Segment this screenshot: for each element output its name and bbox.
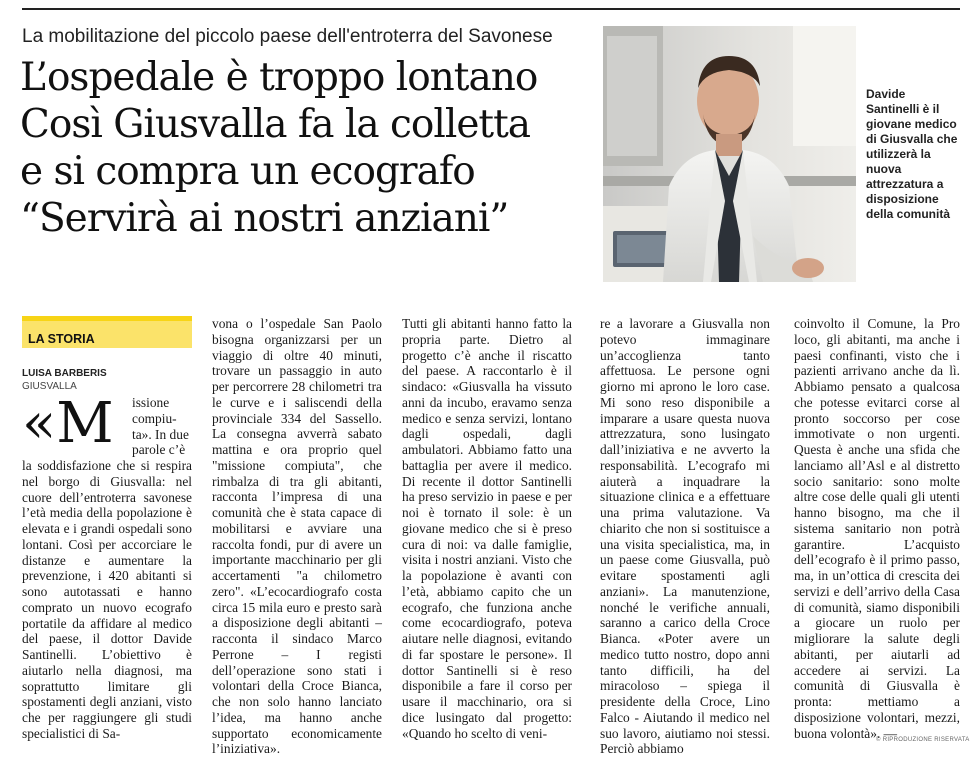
headline-line-1: L’ospedale è troppo lontano xyxy=(20,55,538,100)
section-tag-label: LA STORIA xyxy=(28,332,95,346)
lead-line: parole c’è xyxy=(132,442,186,458)
lead-line: issione xyxy=(132,395,170,410)
lead-lines xyxy=(132,395,192,458)
doctor-photo xyxy=(603,26,856,282)
headline-line-3: e si compra un ecografo xyxy=(20,149,475,194)
headline-line-2: Così Giusvalla fa la colletta xyxy=(20,102,530,147)
section-tag xyxy=(22,316,192,352)
article-column-5: coinvolto il Comune, la Pro loco, gli abitanti, ma anche i paesi confinanti, visto che i pazienti arrivano anche da lì. Abbiamo pensato a qualcosa che potesse evitarci corse al pronto soccorso per cose immotivate o non urgenti. Questa è anche una sfida che lanciamo all’Asl e al distretto socio sanitario: sono molte altre cose delle quali gli utenti hanno bisogno, ma che il sistema sanitario non potrà garantire. L’acquisto dell’ecografo è il primo passo, ma, in un’ottica di crescita dei servizi e dell’arrivo della Casa di comunità, siamo disponibili a giocare un ruolo per migliorare la salute degli abitanti, per aiutarli ad accedere ai servizi. La comunità di Giusvalla è pronta: mettiamo a disposizione volontari, mezzi, buona volontà». — xyxy=(794,316,960,741)
kicker: La mobilitazione del piccolo paese dell'entroterra del Savonese xyxy=(22,26,553,47)
lead-line: compiu- xyxy=(132,410,177,426)
article-column-3: Tutti gli abitanti hanno fatto la propria parte. Dietro al progetto c’è anche il riscatto del paese. A raccontarlo è il sindaco: «Giusvalla ha vissuto anni da incubo, eravamo senza medico e senza servizi, lontano dagli ospedali, dagli ambulatori. Abbiamo fatto una battaglia per avere il medico. Di recente il dottor Santinelli ha preso servizio in paese e per noi è tornato il sole: è un giovane medico che si è preso cura di noi: va dalle famiglie, visita i nostri anziani. Visto che la popolazione è avanti con l’età, abbiamo capito che un ecografo, che funziona anche come ecocardiografo, poteva aiutare nelle diagnosi, evitando di far spostare le persone». Il dottor Santinelli si è reso disponibile a fare il corso per usare il macchinario, ora si dice lusingato dal progetto: «Quando ho scelto di veni- xyxy=(402,316,572,741)
article-column-2: vona o l’ospedale San Paolo bisogna organizzarsi per un viaggio di oltre 40 minuti, trovare un passaggio in auto per percorrere 28 chilometri tra le curve e i saliscendi della provinciale 334 del Sassello. La consegna avverrà sabato mattina e ora proprio quel "missione compiuta", che rimbalza di tra gli abitanti, racconta l’impresa di una comunità che è stata capace di mobilitarsi e avviare una raccolta fondi, pur di avere un importante macchinario per gli accertamenti "a chilometro zero". «L’ecocardiografo costa circa 15 mila euro e presto sarà a disposizione degli abitanti – racconta il sindaco Marco Perrone – I registi dell’operazione sono stati i volontari della Croce Bianca, che non solo hanno lanciato l’idea, ma hanno anche supportato economicamente l’iniziativa». xyxy=(212,316,382,757)
byline: LUISA BARBERIS xyxy=(22,368,107,379)
headline xyxy=(20,54,600,242)
lead-line: ta». In due xyxy=(132,426,189,442)
copyright-notice: © RIPRODUZIONE RISERVATA xyxy=(876,737,970,743)
headline-line-4: “Servirà ai nostri anziani” xyxy=(20,196,509,241)
dateline: GIUSVALLA xyxy=(22,381,77,392)
drop-cap: «M xyxy=(22,391,114,456)
doctor-photo-illustration xyxy=(603,26,856,282)
top-rule xyxy=(22,8,960,10)
photo-caption: Davide Santinelli è il giovane medico di Giusvalla che utilizzerà la nuova attrezzatura a disposizione della comunità xyxy=(866,87,958,221)
article-column-1: la soddisfazione che si respira nel borgo di Giusvalla: nel cuore dell’entroterra savonese l’età media della popolazione è elevata e i grandi ospedali sono lontani. Così per accorciare le distanze e aumentare la prevenzione, i 420 abitanti si sono autotassati e hanno comprato un nuovo ecografo portatile da affidare al medico del paese, il dottor Davide Santinelli. L’obiettivo è aiutarlo nella diagnosi, ma soprattutto limitare gli spostamenti degli anziani, visto che per raggiungere gli studi specialistici di Sa- xyxy=(22,458,192,741)
article-column-4: re a lavorare a Giusvalla non potevo immaginare un’accoglienza tanto affettuosa. Le persone ogni giorno mi aprono le loro case. Mi sono reso disponibile a imparare a usare questa nuova attrezzatura, sono lusingato dall’iniziativa e ne avverto la responsabilità. L’ecografo mi aiuterà a inquadrare la situazione clinica e a effettuare una prima valutazione. Va chiarito che non si sostituisce a una visita specialistica, ma, in un paese come Giusvalla, può evitare spostamenti agli anziani». La manutenzione, nonché le verifiche annuali, saranno a carico della Croce Bianca. «Poter avere un medico tutto nostro, dopo anni tanto difficili, ha del miracoloso – spiega il presidente della Croce, Lino Falco - Aiutando il medico nel suo lavoro, aiutiamo noi stessi. Perciò abbiamo xyxy=(600,316,770,757)
